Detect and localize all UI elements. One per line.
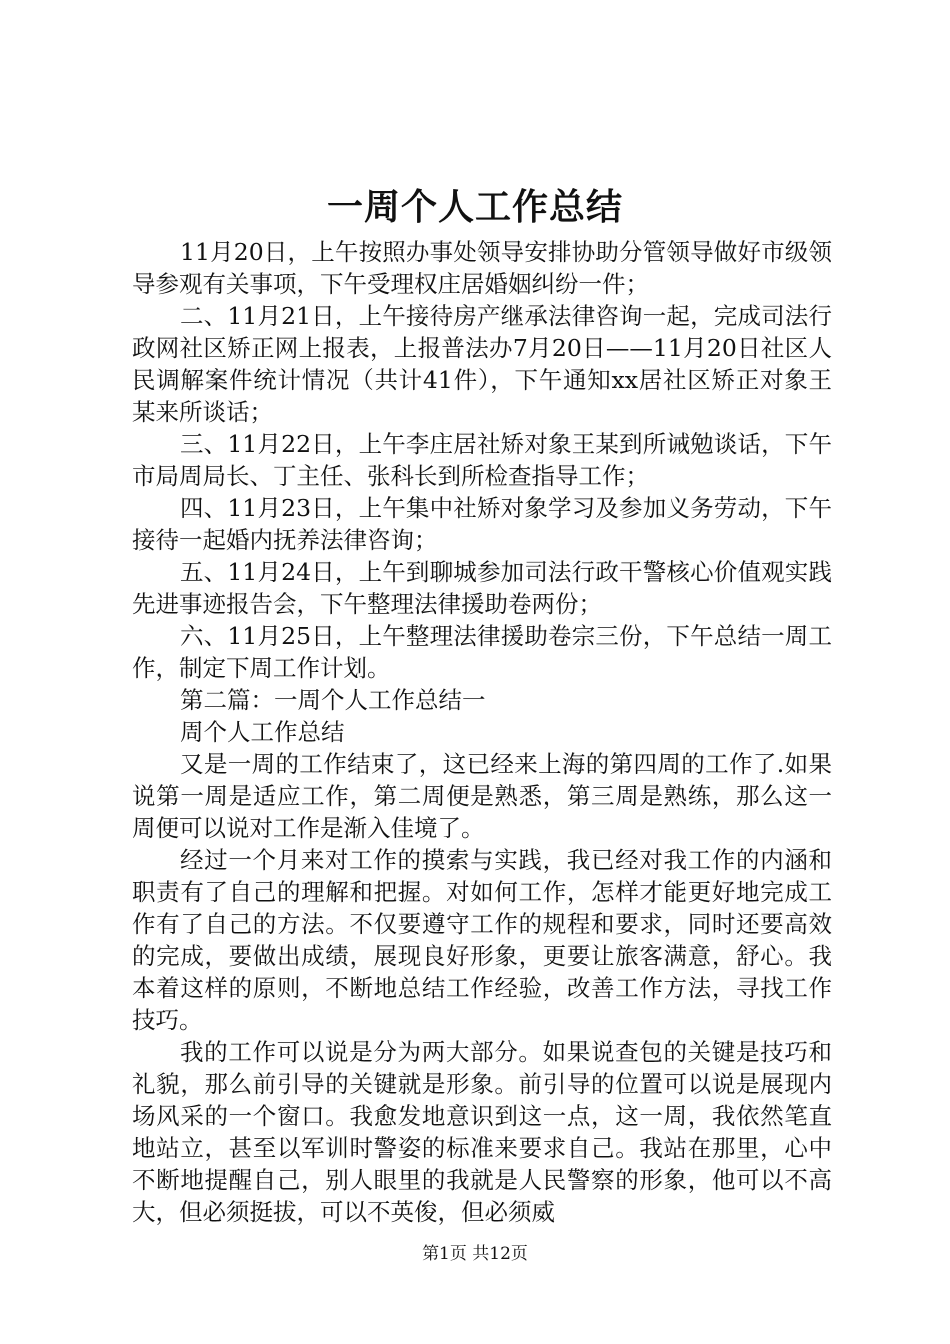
paragraph: 四、11月23日，上午集中社矫对象学习及参加义务劳动，下午接待一起婚内抚养法律咨询； [132, 494, 832, 554]
paragraph: 经过一个月来对工作的摸索与实践，我已经对我工作的内涵和职责有了自己的理解和把握。对如何工作，怎样才能更好地完成工作有了自己的方法。不仅要遵守工作的规程和要求，同时还要高效的完成，要做出成绩，展现良好形象，更要让旅客满意，舒心。我本着这样的原则，不断地总结工作经验，改善工作方法，寻找工作技巧。 [132, 846, 832, 1034]
paragraph: 我的工作可以说是分为两大部分。如果说查包的关键是技巧和礼貌，那么前引导的关键就是形象。前引导的位置可以说是展现内场风采的一个窗口。我愈发地意识到这一点，这一周，我依然笔直地站立，甚至以军训时警姿的标准来要求自己。我站在那里，心中不断地提醒自己，别人眼里的我就是人民警察的形象，他可以不高大，但必须挺拔，可以不英俊，但必须威 [132, 1038, 832, 1226]
paragraph: 二、11月21日，上午接待房产继承法律咨询一起，完成司法行政网社区矫正网上报表，上报普法办7月20日——11月20日社区人民调解案件统计情况（共计41件），下午通知xx居社区矫正对象王某来所谈话； [132, 302, 832, 426]
section-subheading: 周个人工作总结 [180, 718, 345, 746]
paragraph: 五、11月24日，上午到聊城参加司法行政干警核心价值观实践先进事迹报告会，下午整理法律援助卷两份； [132, 558, 832, 618]
paragraph: 六、11月25日，上午整理法律援助卷宗三份，下午总结一周工作，制定下周工作计划。 [132, 622, 832, 682]
paragraph: 又是一周的工作结束了，这已经来上海的第四周的工作了.如果说第一周是适应工作，第二周便是熟悉，第三周是熟练，那么这一周便可以说对工作是渐入佳境了。 [132, 750, 832, 842]
paragraph: 三、11月22日，上午李庄居社矫对象王某到所诫勉谈话，下午市局周局长、丁主任、张科长到所检查指导工作； [132, 430, 832, 490]
page-footer: 第1页 共12页 [422, 1244, 528, 1264]
paragraph: 11月20日，上午按照办事处领导安排协助分管领导做好市级领导参观有关事项，下午受理权庄居婚姻纠纷一件； [132, 238, 832, 298]
document-title: 一周个人工作总结 [326, 186, 623, 228]
document-body [132, 236, 832, 1228]
section-heading: 第二篇：一周个人工作总结一 [180, 686, 486, 714]
